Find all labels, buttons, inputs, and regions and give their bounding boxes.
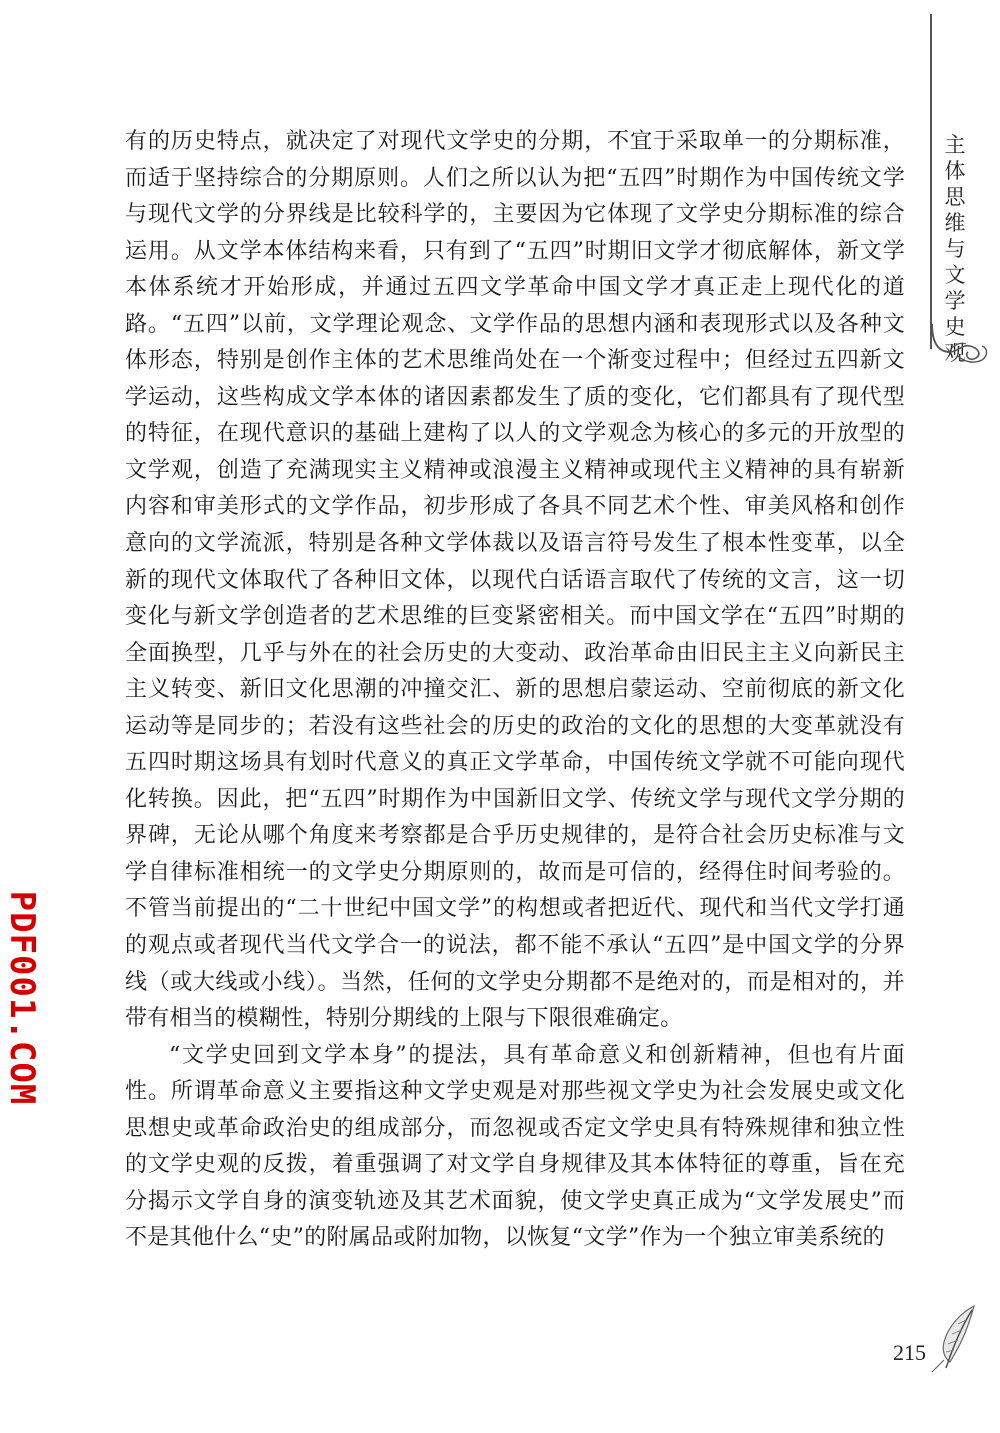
page-number: 215 [893, 1340, 926, 1365]
header-char: 主 [944, 133, 966, 157]
paragraph: 有的历史特点，就决定了对现代文学史的分期，不宜于采取单一的分期标准，而适于坚持综合的分期原则。人们之所以认为把“五四”时期作为中国传统文学与现代文学的分界线是比较科学的，主要因为它体现了文学史分期标准的综合运用。从文学本体结构来看，只有到了“五四”时期旧文学才彻底解体，新文学本体系统才开始形成，并通过五四文学革命中国文学才真正走上现代化的道路。“五四”以前，文学理论观念、文学作品的思想内涵和表现形式以及各种文体形态，特别是创作主体的艺术思维尚处在一个渐变过程中；但经过五四新文学运动，这些构成文学本体的诸因素都发生了质的变化，它们都具有了现代型的特征，在现代意识的基础上建构了以人的文学观念为核心的多元的开放型的文学观，创造了充满现实主义精神或浪漫主义精神或现代主义精神的具有崭新内容和审美形式的文学作品，初步形成了各具不同艺术个性、审美风格和创作意向的文学流派，特别是各种文学体裁以及语言符号发生了根本性变革，以全新的现代文体取代了各种旧文体，以现代白话语言取代了传统的文言，这一切变化与新文学创造者的艺术思维的巨变紧密相关。而中国文学在“五四”时期的全面换型，几乎与外在的社会历史的大变动、政治革命由旧民主主义向新民主主义转变、新旧文化思潮的冲撞交汇、新的思想启蒙运动、空前彻底的新文化运动等是同步的；若没有这些社会的历史的政治的文化的思想的大变革就没有五四时期这场具有划时代意义的真正文学革命，中国传统文学就不可能向现代化转换。因此，把“五四”时期作为中国新旧文学、传统文学与现代文学分期的界碑，无论从哪个角度来考察都是合乎历史规律的，是符合社会历史标准与文学自律标准相统一的文学史分期原则的，故而是可信的，经得住时间考验的。不管当前提出的“二十世纪中国文学”的构想或者把近代、现代和当代文学打通的观点或者现代当代文学合一的说法，都不能不承认“五四”是中国文学的分界线（或大线或小线）。当然，任何的文学史分期都不是绝对的，而是相对的，并带有相当的模糊性，特别分期线的上限与下限很难确定。 [125, 129, 905, 1032]
paragraph: “文学史回到文学本身”的提法，具有革命意义和创新精神，但也有片面性。所谓革命意义主要指这种文学史观是对那些视文学史为社会发展史或文化思想史或革命政治史的组成部分，而忽视或否定文学史具有特殊规律和独立性的文学史观的反拨，着重强调了对文学自身规律及其本体特征的尊重，旨在充分揭示文学自身的演变轨迹及其艺术面貌，使文学史真正成为“文学发展史”而不是其他什么“史”的附属品或附加物，以恢复“文学”作为一个独立审美系统的 [125, 1042, 905, 1251]
header-char: 体 [944, 159, 966, 183]
watermark-text: PDF001.COM [2, 890, 42, 1106]
header-char: 史 [944, 315, 966, 339]
watermark [0, 890, 44, 1106]
header-char: 学 [944, 289, 966, 313]
header-char: 文 [944, 263, 966, 287]
body-text [125, 124, 905, 1257]
cloud-ornament-icon [928, 322, 990, 366]
feather-icon [922, 1302, 982, 1374]
running-header-rule [930, 14, 932, 349]
header-char: 与 [944, 237, 966, 261]
header-char: 思 [944, 185, 966, 209]
header-char: 观 [944, 341, 966, 365]
header-char: 维 [944, 211, 966, 235]
